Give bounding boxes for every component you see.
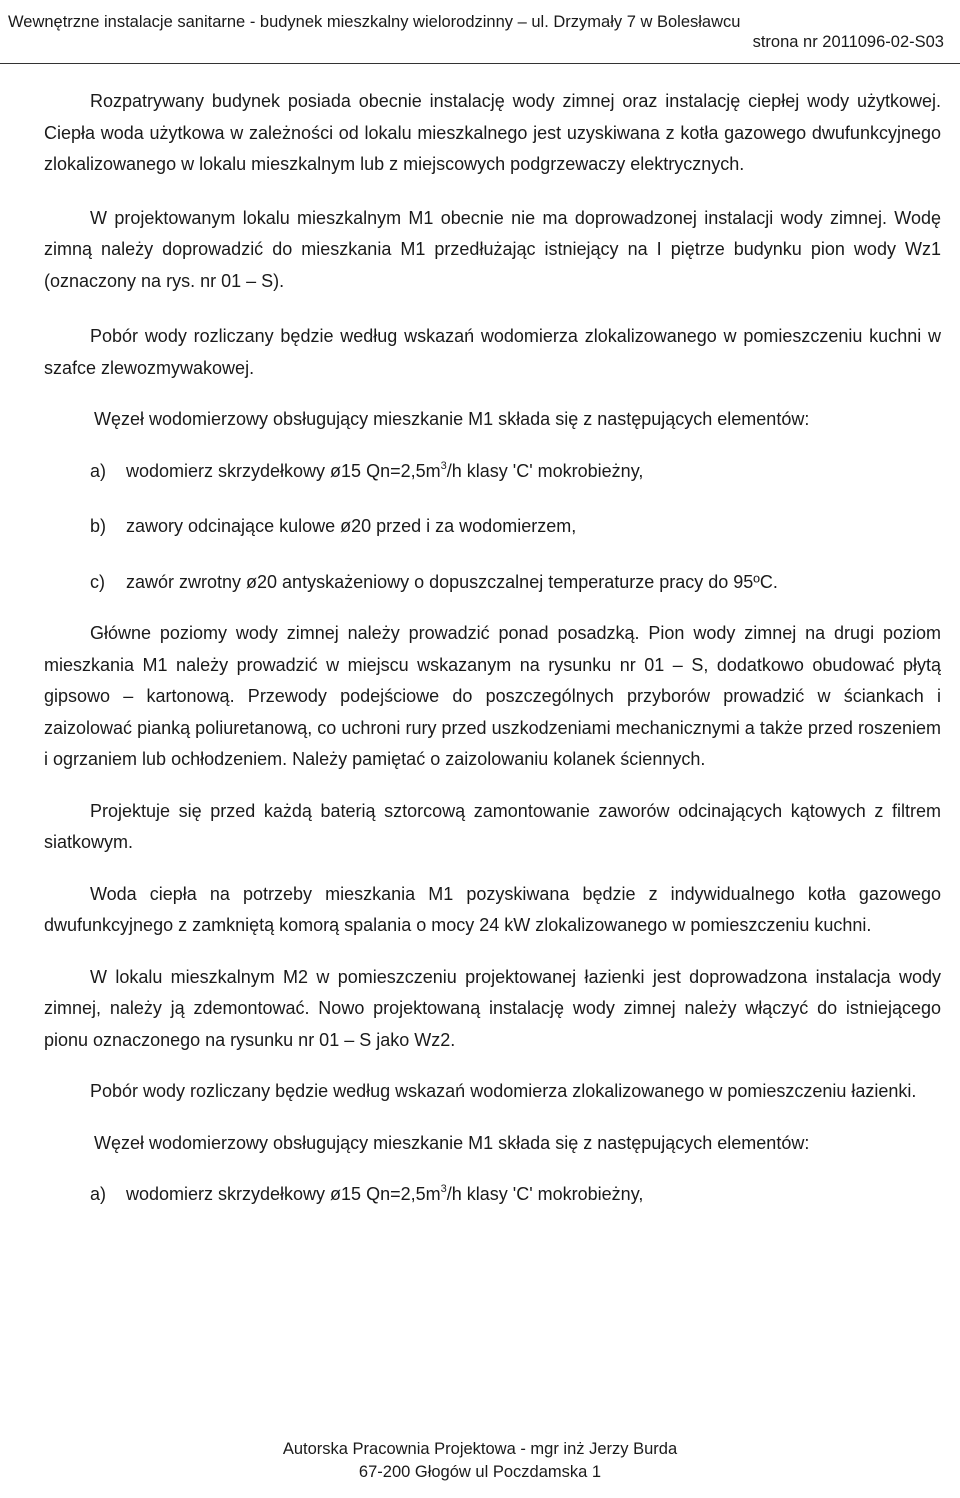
list-marker: c): [90, 571, 105, 592]
footer-divider: [0, 1434, 960, 1435]
list-text: wodomierz skrzydełkowy ø15 $Qn=2,5m^3/h$ klasy 'C' mokrobieżny,: [126, 459, 644, 481]
header-divider: [0, 63, 960, 64]
paragraph-existing-installation: Rozpatrywany budynek posiada obecnie instalację wody zimnej oraz instalację ciepłej wody użytkowej. Ciepła woda użytkowa w zależności od lokalu mieszkalnego jest uzyskiwana z kotła gazowego dwufunkcyjnego zlokalizowanego w lokalu mieszkalnym lub z miejscowych podgrzewaczy elektrycznych.: [44, 91, 941, 174]
footer-address: 67-200 Głogów ul Poczdamska 1: [358, 1463, 602, 1481]
paragraph-meter-node-m1: Węzeł wodomierzowy obsługujący mieszkanie M1 składa się z następujących elementów:: [94, 409, 810, 429]
page-footer: [0, 1438, 960, 1484]
list-text: zawory odcinające kulowe ø20 przed i za wodomierzem,: [126, 516, 577, 536]
list-marker: a): [90, 460, 107, 481]
paragraph-pipe-routing: Główne poziomy wody zimnej należy prowadzić ponad posadzką. Pion wody zimnej na drugi poziom mieszkania M1 należy prowadzić w miejscu wskazanym na rysunku nr 01 – S, dodatkowo obudować płytą gipsowo – kartonową. Przewody podejściowe do poszczególnych przyborów prowadzić w ściankach i zaizolować pianką poliuretanową, co uchroni rury przed uszkodzeniami mechanicznymi a także przed roszeniem i ogrzaniem lub ochłodzeniem. Należy pamiętać o zaizolowaniu kolanek ściennych.: [44, 623, 941, 769]
page-header: [8, 12, 944, 52]
list-item: [44, 567, 941, 599]
paragraph-water-metering-m1: Pobór wody rozliczany będzie według wskazań wodomierza zlokalizowanego w pomieszczeniu kuchni w szafce zlewozmywakowej.: [44, 326, 941, 378]
paragraph-meter-node-m1-repeat: Węzeł wodomierzowy obsługujący mieszkanie M1 składa się z następujących elementów:: [94, 1132, 810, 1153]
paragraph-hot-water-m1: Woda ciepła na potrzeby mieszkania M1 pozyskiwana będzie z indywidualnego kotła gazowego dwufunkcyjnego z zamkniętą komorą spalania o mocy 24 kW zlokalizowanego w pomieszczeniu kuchni.: [44, 883, 941, 935]
paragraph-m1-cold-water: W projektowanym lokalu mieszkalnym M1 obecnie nie ma doprowadzonej instalacji wody zimnej. Wodę zimną należy doprowadzić do mieszkania M1 przedłużając istniejący na I piętrze budynku pion wody Wz1 (oznaczony na rys. nr 01 – S).: [44, 207, 941, 291]
list-text: zawór zwrotny ø20 antyskażeniowy o dopuszczalnej temperaturze pracy do 95ºC.: [126, 571, 778, 592]
document-body: [44, 86, 941, 1235]
list-item: [44, 1179, 941, 1211]
footer-company: Autorska Pracownia Projektowa - mgr inż Jerzy Burda: [282, 1440, 678, 1458]
list-item: [44, 456, 941, 488]
paragraph-shutoff-valves: Projektuje się przed każdą baterią sztorcową zamontowanie zaworów odcinających kątowych z filtrem siatkowym.: [44, 800, 941, 852]
paragraph-water-metering-m2: Pobór wody rozliczany będzie według wskazań wodomierza zlokalizowanego w pomieszczeniu łazienki.: [90, 1081, 917, 1101]
list-text: wodomierz skrzydełkowy ø15 $Qn=2,5m^3/h$ klasy 'C' mokrobieżny,: [126, 1183, 644, 1204]
list-item: [44, 511, 941, 543]
page-number: strona nr 2011096-02-S03: [752, 33, 944, 51]
list-marker: a): [90, 1184, 107, 1204]
list-marker: b): [90, 516, 107, 536]
document-title: Wewnętrzne instalacje sanitarne - budynek mieszkalny wielorodzinny – ul. Drzymały 7 w Bolesławcu: [8, 13, 741, 31]
paragraph-m2-cold-water: W lokalu mieszkalnym M2 w pomieszczeniu projektowanej łazienki jest doprowadzona instalacja wody zimnej, należy ją zdemontować. Nowo projektowaną instalację wody zimnej należy włączyć do istniejącego pionu oznaczonego na rysunku nr 01 – S jako Wz2.: [44, 966, 941, 1050]
